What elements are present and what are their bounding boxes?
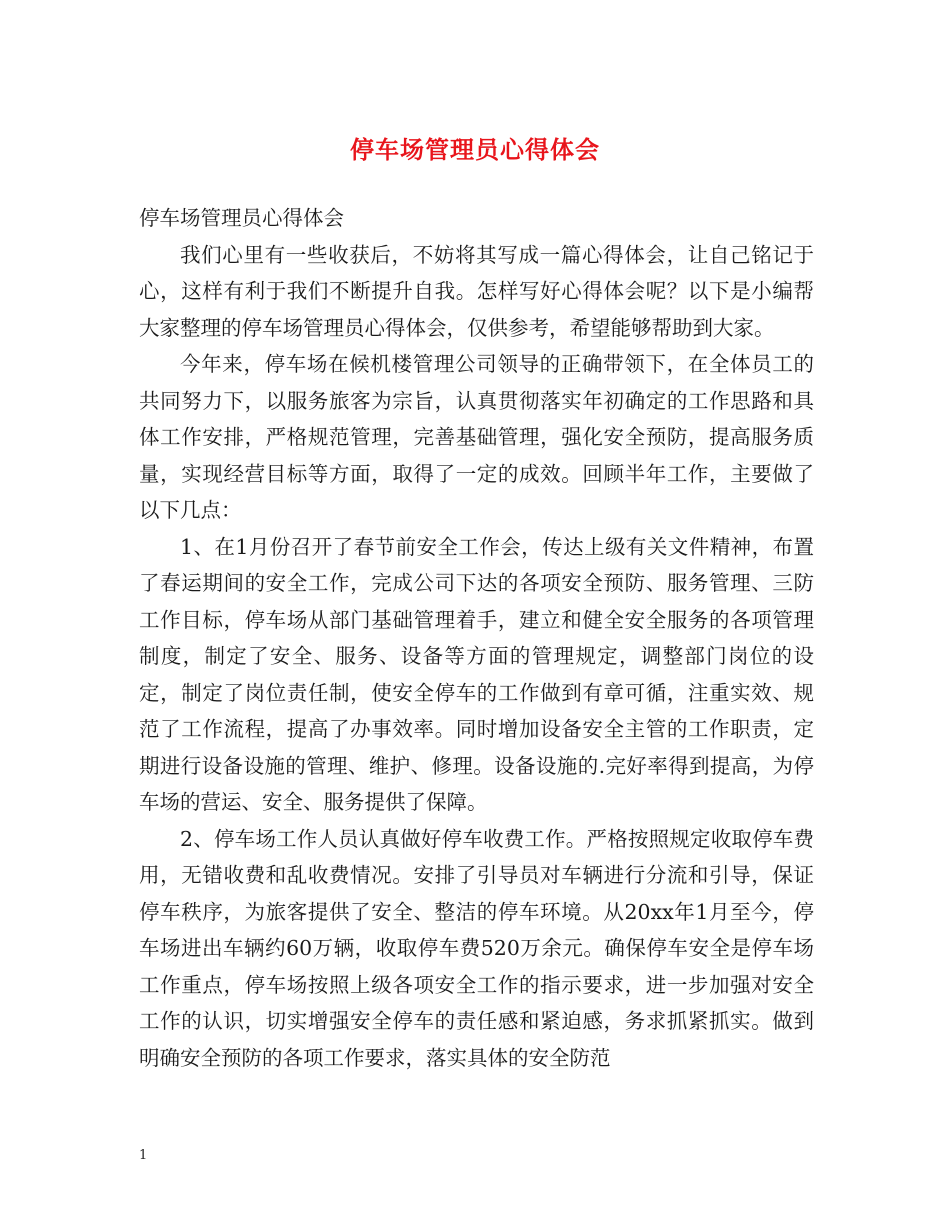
paragraph-overview: 今年来，停车场在候机楼管理公司领导的正确带领下，在全体员工的共同努力下，以服务旅客为宗旨，认真贯彻落实年初确定的工作思路和具体工作安排，严格规范管理，完善基础管理，强化安全预防，提高服务质量，实现经营目标等方面，取得了一定的成效。回顾半年工作，主要做了以下几点： xyxy=(139,352,814,522)
document-subtitle: 停车场管理员心得体会 xyxy=(139,206,344,230)
document-title: 停车场管理员心得体会 xyxy=(350,135,600,164)
document-body xyxy=(139,200,814,1076)
paragraph-intro: 我们心里有一些收获后，不妨将其写成一篇心得体会，让自己铭记于心，这样有利于我们不断提升自我。怎样写好心得体会呢？以下是小编帮大家整理的停车场管理员心得体会，仅供参考，希望能够帮助到大家。 xyxy=(139,242,814,340)
paragraph-item-2: 2、停车场工作人员认真做好停车收费工作。严格按照规定收取停车费用，无错收费和乱收费情况。安排了引导员对车辆进行分流和引导，保证停车秩序，为旅客提供了安全、整洁的停车环境。从20xx年1月至今，停车场进出车辆约60万辆，收取停车费520万余元。确保停车安全是停车场工作重点，停车场按照上级各项安全工作的指示要求，进一步加强对安全工作的认识，切实增强安全停车的责任感和紧迫感，务求抓紧抓实。做到明确安全预防的各项工作要求，落实具体的安全防范 xyxy=(139,826,814,1070)
page-number: 1 xyxy=(139,1148,148,1163)
paragraph-item-1: 1、在1月份召开了春节前安全工作会，传达上级有关文件精神，布置了春运期间的安全工作，完成公司下达的各项安全预防、服务管理、三防工作目标，停车场从部门基础管理着手，建立和健全安全服务的各项管理制度，制定了安全、服务、设备等方面的管理规定，调整部门岗位的设定，制定了岗位责任制，使安全停车的工作做到有章可循，注重实效、规范了工作流程，提高了办事效率。同时增加设备安全主管的工作职责，定期进行设备设施的管理、维护、修理。设备设施的.完好率得到提高，为停车场的营运、安全、服务提供了保障。 xyxy=(139,534,814,814)
